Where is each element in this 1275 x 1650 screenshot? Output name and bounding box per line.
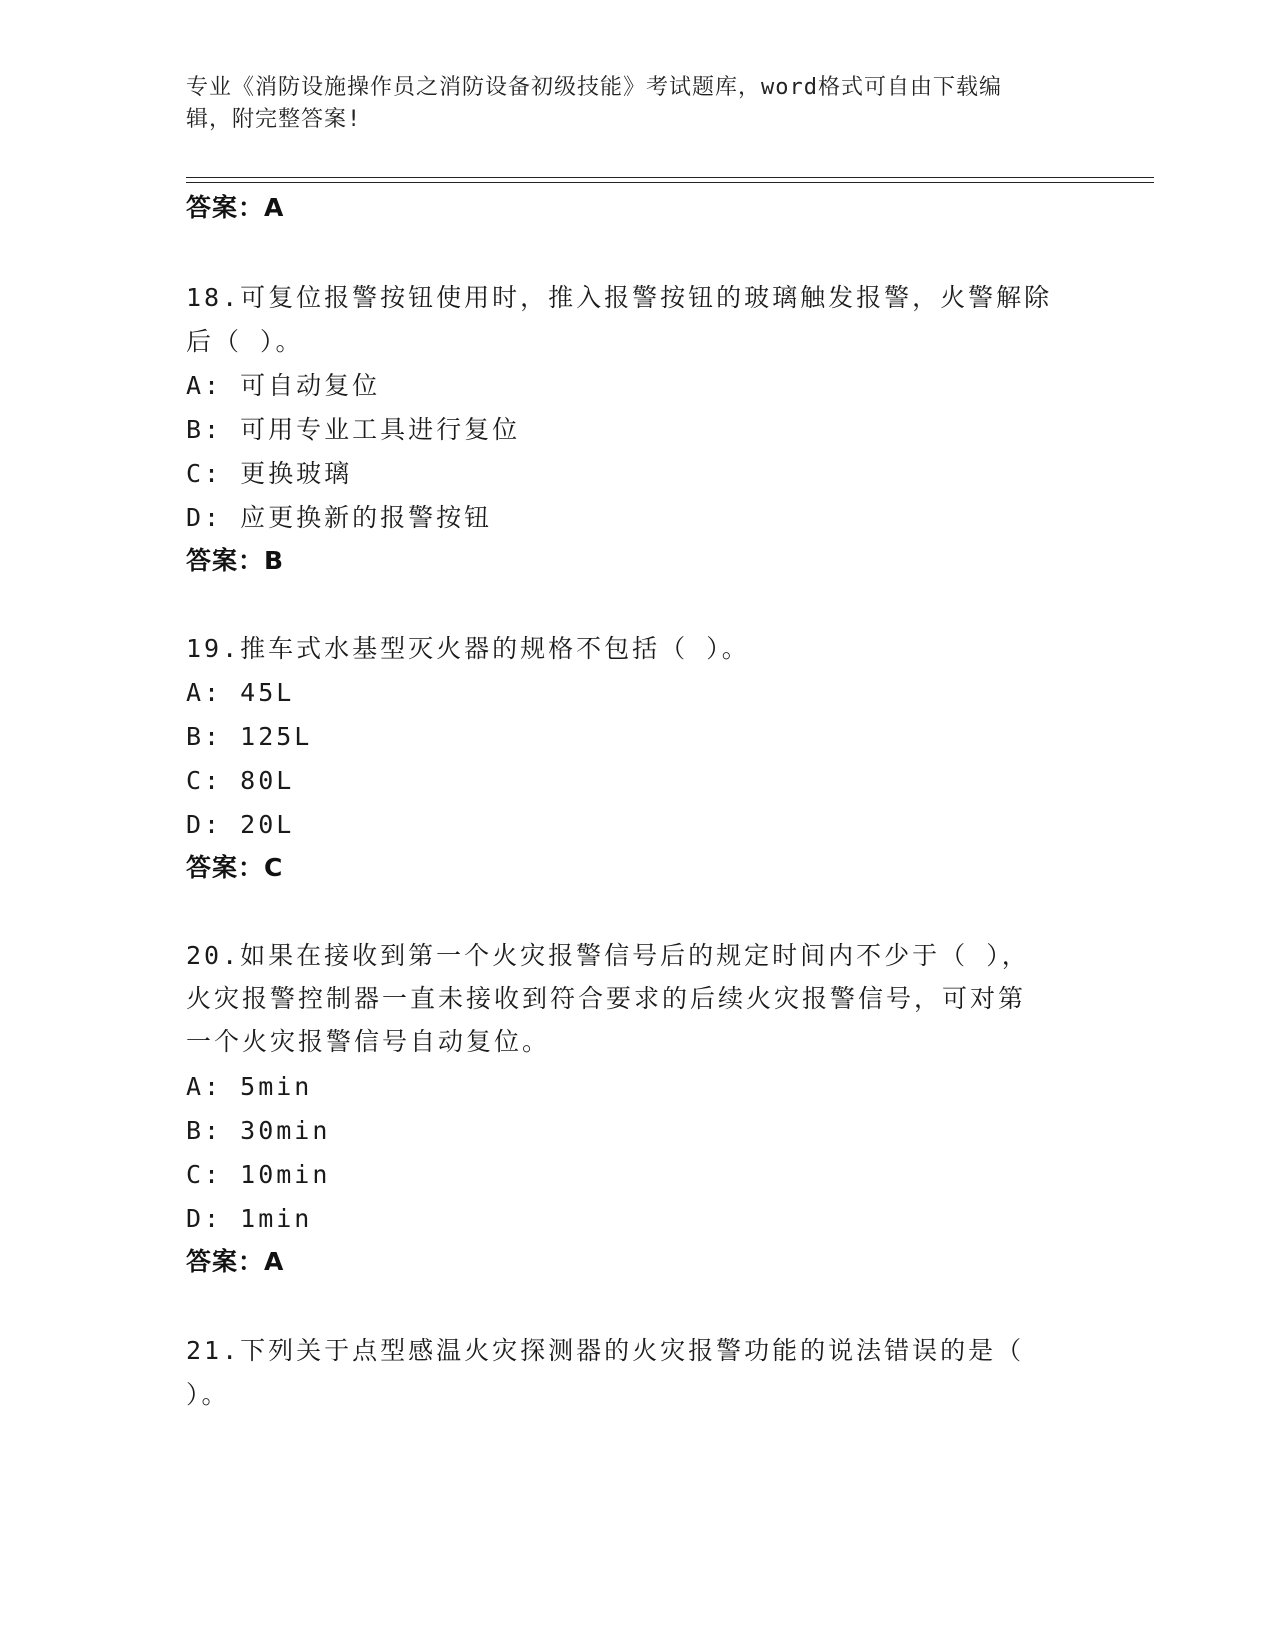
question-19-answer: 答案：C xyxy=(186,853,284,882)
answer-17: 答案：A xyxy=(186,193,285,222)
header-divider-bottom xyxy=(186,182,1154,183)
question-18-option-a: A: 可自动复位 xyxy=(186,371,381,400)
question-19-option-a: A: 45L xyxy=(186,678,295,707)
question-21-stem-line-1: 21.下列关于点型感温火灾探测器的火灾报警功能的说法错误的是（ xyxy=(186,1336,1025,1365)
question-20-answer: 答案：A xyxy=(186,1247,285,1276)
question-20-option-d: D: 1min xyxy=(186,1204,313,1233)
question-21-stem-line-2: ）。 xyxy=(186,1380,230,1409)
question-20-stem-line-2: 火灾报警控制器一直未接收到符合要求的后续火灾报警信号，可对第 xyxy=(186,984,1027,1013)
question-20-stem-line-1: 20.如果在接收到第一个火灾报警信号后的规定时间内不少于（ ）， xyxy=(186,941,1030,970)
question-18-stem-line-2: 后（ ）。 xyxy=(186,327,304,356)
question-19-option-b: B: 125L xyxy=(186,722,313,751)
header-divider-top xyxy=(186,177,1154,178)
document-header xyxy=(186,72,1066,136)
question-19-option-c: C: 80L xyxy=(186,766,295,795)
question-18-option-b: B: 可用专业工具进行复位 xyxy=(186,415,521,444)
question-18-option-d: D: 应更换新的报警按钮 xyxy=(186,503,493,532)
question-20-option-c: C: 10min xyxy=(186,1160,331,1189)
question-20-option-b: B: 30min xyxy=(186,1116,331,1145)
question-20-option-a: A: 5min xyxy=(186,1072,313,1101)
question-18-stem-line-1: 18.可复位报警按钮使用时，推入报警按钮的玻璃触发报警，火警解除 xyxy=(186,283,1053,312)
question-19-option-d: D: 20L xyxy=(186,810,295,839)
header-line-2: 辑，附完整答案! xyxy=(186,107,362,132)
question-18-answer: 答案：B xyxy=(186,546,285,575)
question-19-stem-line-1: 19.推车式水基型灭火器的规格不包括（ ）。 xyxy=(186,634,750,663)
question-20-stem-line-3: 一个火灾报警信号自动复位。 xyxy=(186,1027,551,1056)
question-18-option-c: C: 更换玻璃 xyxy=(186,459,353,488)
header-line-1: 专业《消防设施操作员之消防设备初级技能》考试题库，word格式可自由下载编 xyxy=(186,75,1002,100)
